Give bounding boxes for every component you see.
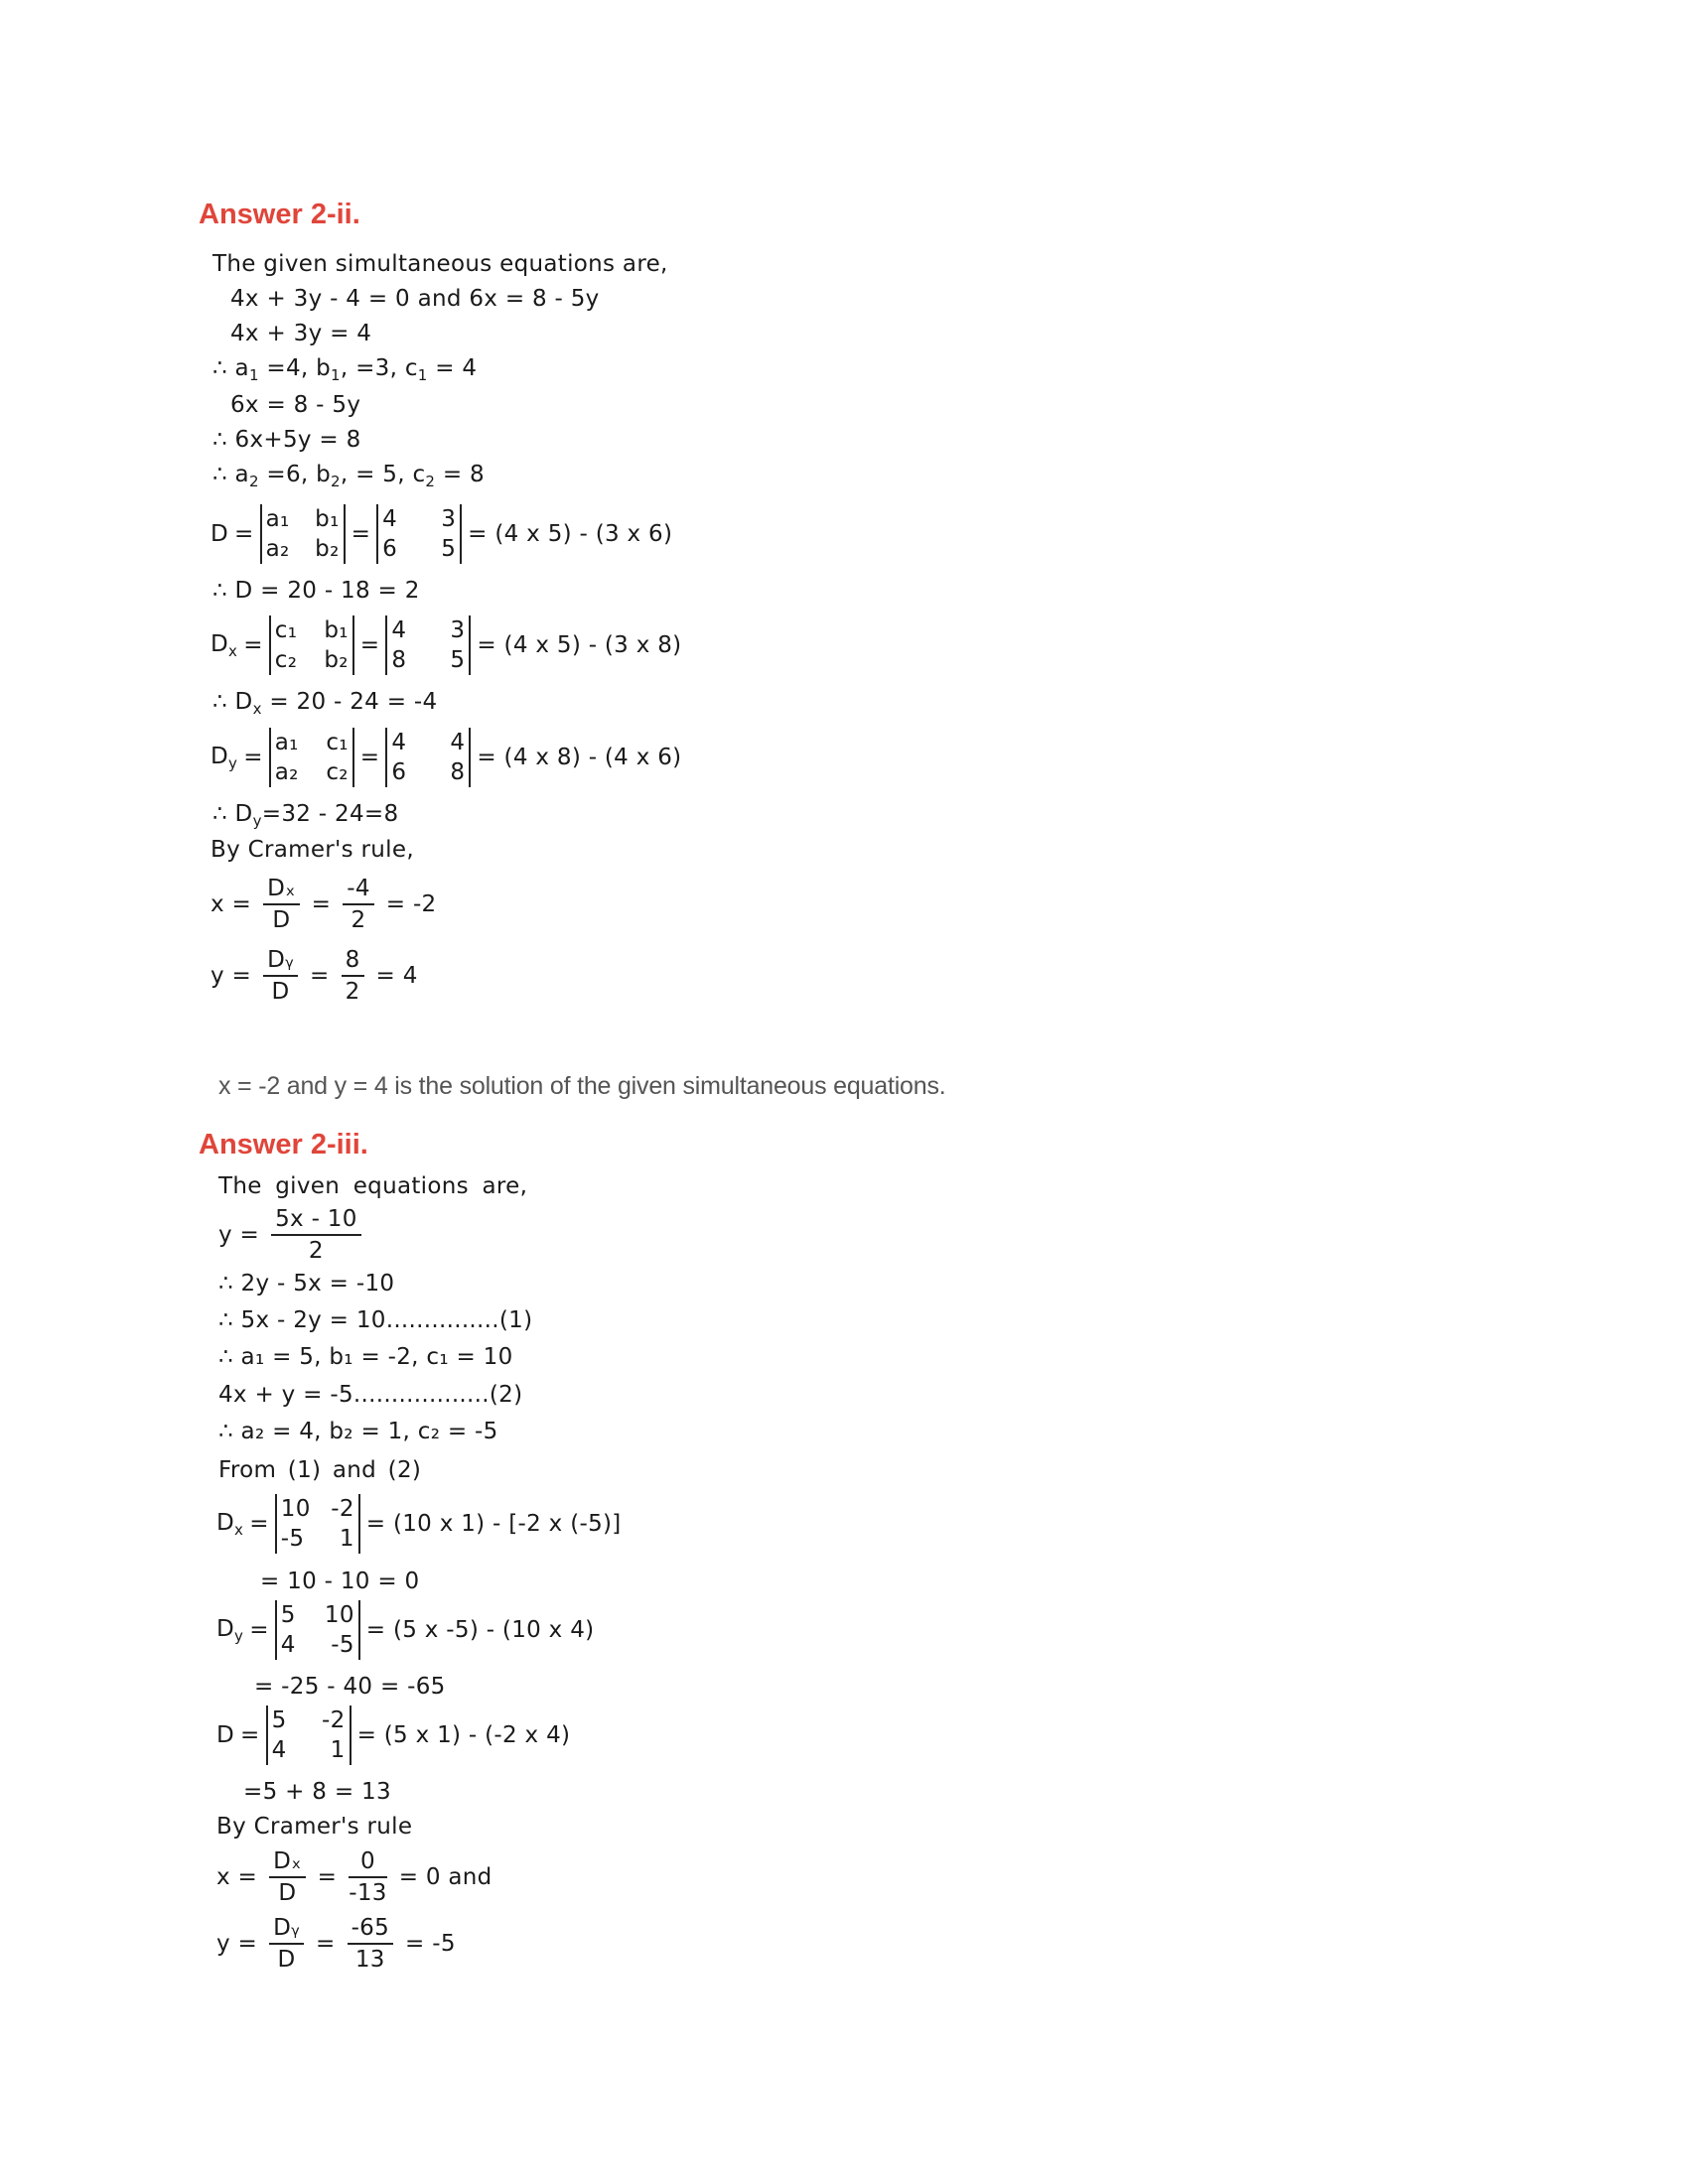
y-solution: y = $\frac{\text{Dᵧ}}{D}$ = $\frac{-65}{13}$ = -5 — [216, 1915, 456, 1973]
matrix-symbolic: a₁ c₁ a₂ c₂ — [269, 728, 354, 787]
matrix-numeric: 5 10 4 -5 — [275, 1600, 360, 1660]
matrix-numeric: 10 -2 -5 1 — [275, 1494, 360, 1554]
y-solution: y = $\frac{\text{Dᵧ}}{D}$ = $\frac{8}{2}$ = 4 — [211, 947, 418, 1005]
D-result: ∴ D = 20 - 18 = 2 — [212, 578, 420, 604]
coefficients-1: ∴ a₁ = 5, b₁ = -2, c₁ = 10 — [218, 1344, 513, 1370]
matrix-numeric: 4 3 6 5 — [376, 504, 462, 564]
Dx-result: = 10 - 10 = 0 — [260, 1569, 420, 1594]
determinant-Dx: $D_x$ = 10 -2 -5 1 = (10 x 1) - [-2 x (-5)] — [216, 1496, 622, 1552]
cramers-rule-label: By Cramer's rule, — [211, 837, 414, 863]
section-heading-2-ii: Answer 2-ii. — [199, 199, 360, 230]
D-result: =5 + 8 = 13 — [243, 1779, 391, 1805]
equation-1: 4x + 3y = 4 — [230, 321, 372, 346]
from-label: From (1) and (2) — [218, 1457, 422, 1483]
matrix-numeric: 4 3 8 5 — [385, 615, 471, 675]
Dy-result: = -25 - 40 = -65 — [254, 1674, 446, 1700]
coefficients-1: ∴ $a_1 =4$, $b_1$, =3, $c_1 = 4$ — [212, 355, 478, 384]
section-heading-2-iii: Answer 2-iii. — [199, 1129, 368, 1160]
determinant-Dy: $D_y$ = a₁ c₁ a₂ c₂ = 4 4 6 8 = (4 x 8) - (4 x 6) — [211, 730, 682, 785]
x-solution: x = $\frac{\text{Dₓ}}{D}$ = $\frac{0}{-13}$ = 0 and — [216, 1848, 492, 1906]
equation-2: 4x + y = -5..................(2) — [218, 1382, 523, 1408]
determinant-Dy: $D_y$ = 5 10 4 -5 = (5 x -5) - (10 x 4) — [216, 1602, 595, 1658]
Dy-result: ∴ $D_y=32 - 24=8$ — [212, 801, 399, 830]
coefficients-2: ∴ a₂ = 4, b₂ = 1, c₂ = -5 — [218, 1419, 498, 1444]
step-2: ∴ 5x - 2y = 10...............(1) — [218, 1307, 533, 1333]
step-1: ∴ 2y - 5x = -10 — [218, 1271, 395, 1297]
determinant-D: D = a₁ b₁ a₂ b₂ = 4 3 6 5 = (4 x 5) - (3 x 6) — [211, 506, 673, 562]
Dx-result: ∴ $D_x = 20 - 24 = -4$ — [212, 689, 438, 718]
intro-text: The given simultaneous equations are, — [212, 251, 668, 277]
cramers-rule-label: By Cramer's rule — [216, 1814, 413, 1840]
equation-2: ∴ 6x+5y = 8 — [212, 427, 361, 453]
matrix-numeric: 5 -2 4 1 — [266, 1706, 352, 1765]
y-definition: y = $\frac{5x - 10}{2}$ — [218, 1204, 367, 1266]
coefficients-2: ∴ $a_2 =6$, $b_2$, = 5, $c_2 = 8$ — [212, 462, 485, 490]
equation-2-original: 6x = 8 - 5y — [230, 392, 361, 418]
conclusion-text: x = -2 and y = 4 is the solution of the given simultaneous equations. — [218, 1072, 946, 1100]
determinant-Dx: $D_x$ = c₁ b₁ c₂ b₂ = 4 3 8 5 = (4 x 5) - (3 x 8) — [211, 617, 682, 673]
matrix-symbolic: a₁ b₁ a₂ b₂ — [260, 504, 346, 564]
x-solution: x = $\frac{\text{Dₓ}}{D}$ = $\frac{-4}{2}$ = -2 — [211, 876, 437, 933]
given-equations: 4x + 3y - 4 = 0 and 6x = 8 - 5y — [230, 286, 600, 312]
intro-text: The given equations are, — [218, 1173, 528, 1199]
matrix-symbolic: c₁ b₁ c₂ b₂ — [269, 615, 354, 675]
determinant-D: D = 5 -2 4 1 = (5 x 1) - (-2 x 4) — [216, 1707, 571, 1763]
matrix-numeric: 4 4 6 8 — [385, 728, 471, 787]
